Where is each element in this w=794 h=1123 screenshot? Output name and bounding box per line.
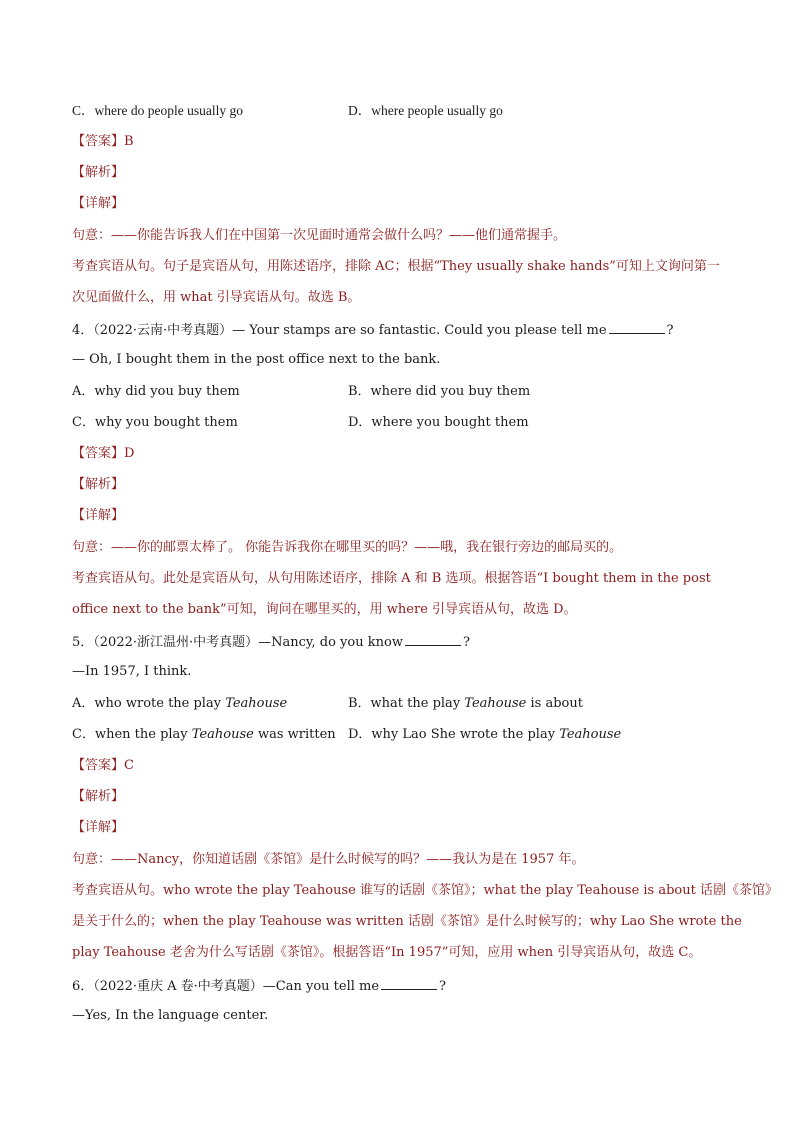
q5-option-b: B．what the play Teahouse is about (348, 696, 583, 711)
q5-option-a: A．who wrote the play Teahouse (72, 696, 288, 711)
q5-explanation-1: 考查宾语从句。who wrote the play Teahouse 谁写的话剧《茶馆》；what the play Teahouse is about 话剧《茶馆》 (72, 883, 778, 898)
answer-blank (381, 977, 437, 990)
answer-blank (609, 321, 665, 334)
q5-stem: 5．（2022·浙江温州·中考真题）—Nancy, do you know ? (72, 635, 470, 650)
q5-meaning: 句意：——Nancy，你知道话剧《茶馆》是什么时候写的吗？——我认为是在 1957 年。 (72, 852, 585, 867)
q4-answer: 【答案】D (72, 446, 135, 461)
prev-analysis-label: 【解析】 (72, 165, 125, 180)
prev-detail-label: 【详解】 (72, 196, 125, 211)
q5-option-c: C．when the play Teahouse was written (72, 727, 336, 742)
q4-analysis-label: 【解析】 (72, 477, 125, 492)
q5-answer: 【答案】C (72, 758, 134, 773)
q6-reply: —Yes, In the language center. (72, 1008, 269, 1023)
prev-option-d: D．where people usually go (348, 103, 503, 118)
q4-option-a: A．why did you buy them (72, 384, 240, 399)
q4-detail-label: 【详解】 (72, 508, 125, 523)
q5-detail-label: 【详解】 (72, 820, 125, 835)
q5-option-d: D．why Lao She wrote the play Teahouse (348, 727, 622, 742)
q5-explanation-3: play Teahouse 老舍为什么写话剧《茶馆》。根据答语“In 1957”可知，应用 when 引导宾语从句，故选 C。 (72, 945, 702, 960)
q5-reply: —In 1957, I think. (72, 664, 192, 679)
q4-option-d: D．where you bought them (348, 415, 529, 430)
q4-explanation-1: 考查宾语从句。此处是宾语从句，从句用陈述语序，排除 A 和 B 选项。根据答语“I bought them in the post (72, 571, 711, 586)
q4-reply: — Oh, I bought them in the post office next to the bank. (72, 352, 441, 367)
prev-option-c: C．where do people usually go (72, 103, 243, 118)
q4-meaning: 句意：——你的邮票太棒了。 你能告诉我你在哪里买的吗？——哦，我在银行旁边的邮局买的。 (72, 540, 623, 555)
q4-option-c: C．why you bought them (72, 415, 238, 430)
q4-explanation-2: office next to the bank”可知，询问在哪里买的，用 where 引导宾语从句，故选 D。 (72, 602, 577, 617)
prev-explanation-2: 次见面做什么，用 what 引导宾语从句。故选 B。 (72, 290, 361, 305)
q4-option-b: B．where did you buy them (348, 384, 531, 399)
q5-explanation-2: 是关于什么的；when the play Teahouse was written 话剧《茶馆》是什么时候写的；why Lao She wrote the (72, 914, 742, 929)
answer-blank (405, 633, 461, 646)
q4-stem: 4．（2022·云南·中考真题）— Your stamps are so fantastic. Could you please tell me ? (72, 323, 674, 338)
prev-explanation-1: 考查宾语从句。句子是宾语从句，用陈述语序，排除 AC；根据“They usually shake hands”可知上文询问第一 (72, 259, 720, 274)
prev-answer: 【答案】B (72, 134, 134, 149)
q5-analysis-label: 【解析】 (72, 789, 125, 804)
q6-stem: 6．（2022·重庆 A 卷·中考真题）—Can you tell me ? (72, 979, 447, 994)
prev-meaning: 句意：——你能告诉我人们在中国第一次见面时通常会做什么吗？——他们通常握手。 (72, 228, 567, 243)
